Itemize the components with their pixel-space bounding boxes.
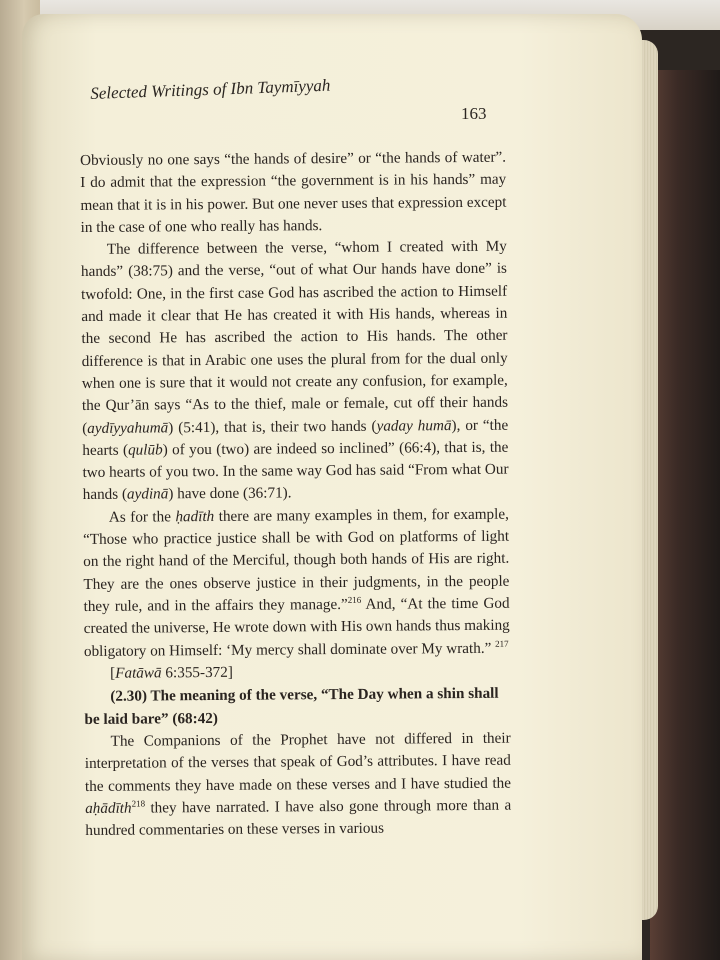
text-run: As for the (108, 508, 176, 526)
text-run: ), or “the hearts ( (82, 416, 509, 459)
text-run: And, “At the time God created the universe, He wrote down with His own hands thus making obligatory on Himself: ‘My mercy shall dominate over My wrath.” (83, 594, 510, 660)
paragraph-3 (83, 503, 510, 662)
text-run: 6:355-372] (161, 663, 233, 682)
source-reference (84, 659, 510, 685)
text-run: ) have done (36:71). (168, 484, 292, 503)
running-head: Selected Writings of Ibn Taymīyyah (90, 75, 331, 103)
page-number: 163 (461, 104, 487, 123)
italic-term: Fatāwā (115, 664, 162, 682)
footnote-marker: 217 (495, 638, 509, 649)
text-run: The Companions of the Prophet have not differed in their interpretation of the verses that speak of God’s attributes. I have read the comments they have made on these verses and I have studied the (84, 729, 512, 795)
text-run: ) (5:41), that is, their two hands ( (168, 417, 377, 436)
paragraph-2 (81, 236, 509, 507)
italic-term: aydinā (126, 485, 169, 504)
book-cover-edge (650, 70, 720, 960)
text-run: The difference between the verse, “whom I created with My hands” (38:75) and the verse, “out of what Our hands have done” is twofold: One, in the first case God has ascribed the action to Himself and made it clear that He has created it with His hands, whereas in the second He has ascribed the action to His hands. The other difference is that in Arabic one uses the plural from for the dual only when one is sure that it would not create any confusion, for example, the Qur’ān says “As to the thief, male or female, cut off their hands ( (80, 237, 509, 437)
italic-term: qulūb (127, 441, 163, 459)
italic-term: ḥadīth (175, 507, 215, 526)
text-run: there are many examples in them, for example, “Those who practice justice shall be with God on platforms of light on the right hand of the Merciful, though both hands of His are right. They are the ones observe justice in their judgments, in the people they rule, and in the affairs they manage.” (82, 505, 510, 615)
italic-term: aḥādīth (85, 799, 132, 817)
section-heading: (2.30) The meaning of the verse, “The Day when a shin shall be laid bare” (68:42) (84, 684, 499, 729)
text-run: they have narrated. I have also gone through more than a hundred commentaries on these verses in various (85, 796, 512, 840)
italic-term: yaday humā (376, 416, 452, 435)
italic-term: aydīyyahumā (87, 418, 169, 437)
footnote-marker: 216 (347, 594, 362, 605)
text-run: ) of you (two) are indeed so inclined” (66:4), that is, the two hearts of you two. In the same way God has said “From what Our hands ( (82, 438, 509, 504)
paragraph-4 (85, 728, 512, 843)
page-body (80, 147, 511, 843)
text-run: [ (110, 664, 116, 682)
footnote-marker: 218 (131, 798, 146, 809)
paragraph-1: Obviously no one says “the hands of desire” or “the hands of water”. I do admit that the expression “the government is in his hands” may mean that it is in his power. But one never uses that expression except in the case of one who really has hands. (80, 148, 507, 236)
